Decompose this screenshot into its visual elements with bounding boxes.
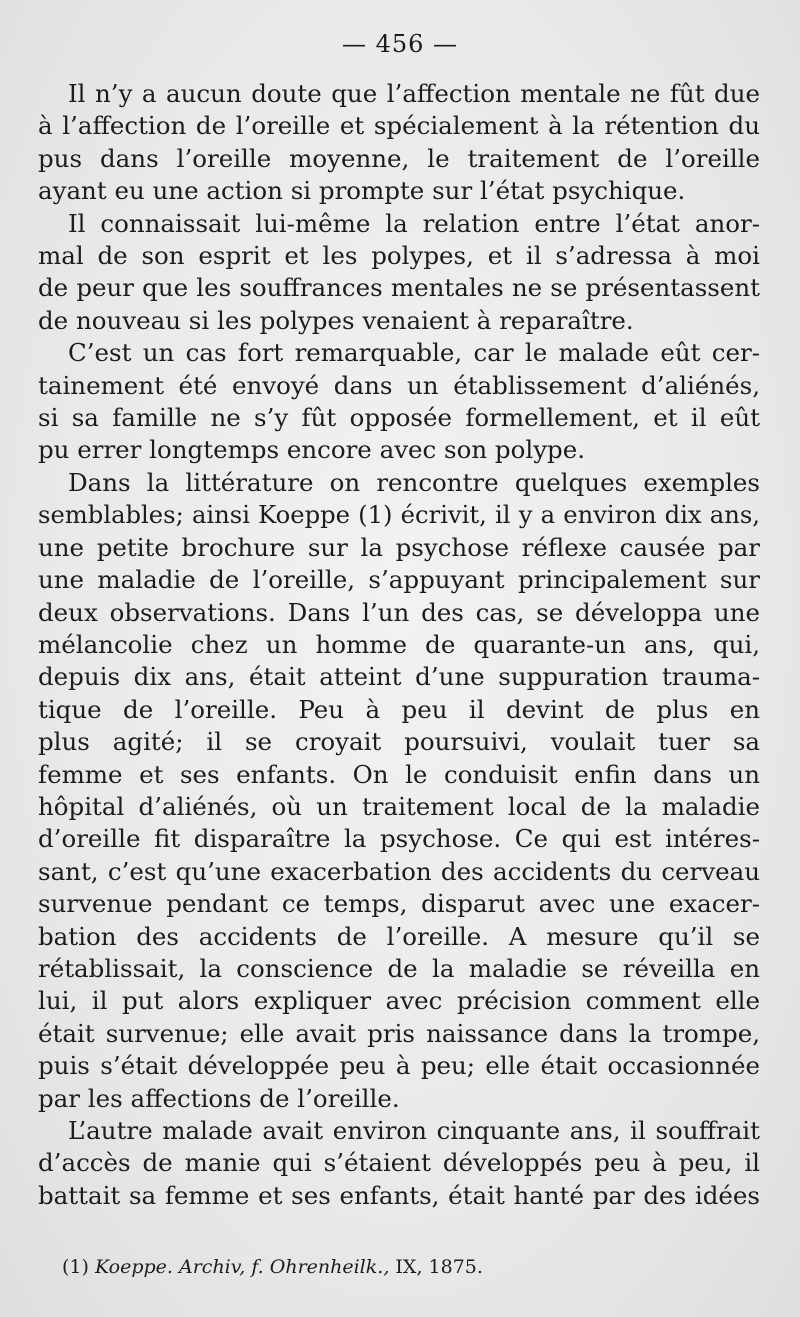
text-line: tique de l’oreille. Peu à peu il devint de plus en xyxy=(38,694,760,724)
text-line: depuis dix ans, était atteint d’une suppuration trauma- xyxy=(38,662,760,692)
text-line: par les affections de l’oreille. xyxy=(38,1083,400,1113)
text-line: femme et ses enfants. On le conduisit enfin dans un xyxy=(38,759,760,789)
text-line: plus agité; il se croyait poursuivi, voulait tuer sa xyxy=(38,727,760,757)
body-text xyxy=(38,78,760,1212)
text-line: survenue pendant ce temps, disparut avec une exacer- xyxy=(38,889,760,919)
text-line: tainement été envoyé dans un établissement d’aliénés, xyxy=(38,370,760,400)
footnote-reference: IX, 1875. xyxy=(395,1256,483,1278)
footnote-marker: (1) xyxy=(62,1256,89,1278)
text-line: était survenue; elle avait pris naissance dans la trompe, xyxy=(38,1018,760,1048)
text-line: pu errer longtemps encore avec son polype. xyxy=(38,435,586,465)
text-line: L’autre malade avait environ cinquante ans, il souffrait xyxy=(68,1116,760,1145)
text-line: semblables; ainsi Koeppe (1) écrivit, il y a environ dix ans, xyxy=(38,500,760,530)
text-line: puis s’était développée peu à peu; elle était occasionnée xyxy=(38,1051,760,1081)
text-line: lui, il put alors expliquer avec précision comment elle xyxy=(38,986,760,1016)
text-line: d’accès de manie qui s’étaient développés peu à peu, il xyxy=(38,1148,760,1178)
text-line: mal de son esprit et les polypes, et il s’adressa à moi xyxy=(38,241,760,271)
text-line: à l’affection de l’oreille et spécialement à la rétention du xyxy=(38,111,760,141)
text-line: mélancolie chez un homme de quarante-un ans, qui, xyxy=(38,629,760,659)
text-line: bation des accidents de l’oreille. A mesure qu’il se xyxy=(38,921,760,951)
text-line: Il n’y a aucun doute que l’affection mentale ne fût due xyxy=(68,79,760,108)
text-line: ayant eu une action si prompte sur l’état psychique. xyxy=(38,176,686,206)
footnote xyxy=(62,1254,483,1280)
text-line: une maladie de l’oreille, s’appuyant principalement sur xyxy=(38,565,760,595)
text-line: Dans la littérature on rencontre quelques exemples xyxy=(68,467,760,497)
text-line: de peur que les souffrances mentales ne se présentassent xyxy=(38,273,760,303)
footnote-author: Koeppe. xyxy=(94,1256,173,1278)
text-line: sant, c’est qu’une exacerbation des accidents du cerveau xyxy=(38,856,760,886)
text-line: battait sa femme et ses enfants, était hanté par des idées xyxy=(38,1180,760,1210)
text-line: de nouveau si les polypes venaient à reparaître. xyxy=(38,305,634,335)
text-line: pus dans l’oreille moyenne, le traitement de l’oreille xyxy=(38,143,760,173)
page-number: — 456 — xyxy=(341,30,459,58)
text-line: hôpital d’aliénés, où un traitement local de la maladie xyxy=(38,791,760,821)
footnote-journal: Archiv, f. Ohrenheilk., xyxy=(179,1256,390,1278)
text-line: rétablissait, la conscience de la maladie se réveilla en xyxy=(38,953,760,983)
text-line: d’oreille fit disparaître la psychose. Ce qui est intéres- xyxy=(38,824,760,854)
text-line: Il connaissait lui-même la relation entre l’état anor- xyxy=(68,208,760,238)
text-line: si sa famille ne s’y fût opposée formellement, et il eût xyxy=(38,403,760,433)
text-line: deux observations. Dans l’un des cas, se développa une xyxy=(38,597,760,627)
text-line: C’est un cas fort remarquable, car le malade eût cer- xyxy=(68,338,760,368)
text-line: une petite brochure sur la psychose réflexe causée par xyxy=(38,532,760,562)
